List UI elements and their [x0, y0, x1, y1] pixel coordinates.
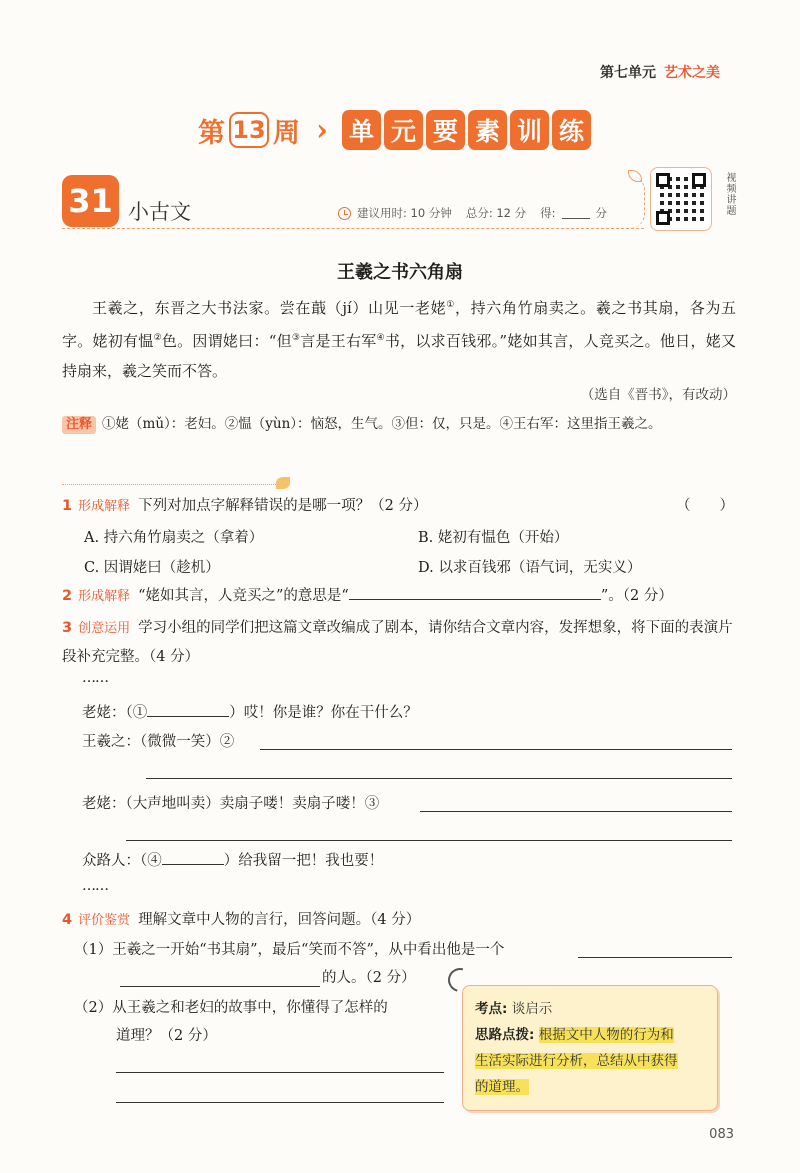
- passage-seg: 色。因谓姥曰：“但: [161, 332, 292, 350]
- hint-tip-text: 生活实际进行分析，总结从中获得: [475, 1053, 678, 1069]
- question-tag: 创意运用: [78, 621, 131, 636]
- passage-seg: ，持六角竹扇卖之。羲之书其扇，各为五字。姥初有愠: [62, 299, 736, 350]
- score-blank[interactable]: [562, 207, 590, 219]
- got-unit: 分: [595, 206, 608, 220]
- section-title-char: 要: [426, 110, 465, 150]
- question-text: 理解文章中人物的言行，回答问题。（4 分）: [138, 912, 421, 928]
- footnote-ref: ④: [376, 333, 385, 343]
- section-title-char: 单: [342, 110, 381, 150]
- script-text: ）给我留一把！我也要！: [223, 853, 384, 869]
- passage-source: （选自《晋书》，有改动）: [580, 387, 736, 403]
- week-prefix: 第: [198, 117, 225, 149]
- qr-code-icon[interactable]: [650, 167, 712, 231]
- answer-line[interactable]: [126, 840, 732, 841]
- question-number: 3: [62, 620, 73, 636]
- hint-point-value: 谈启示: [511, 1001, 553, 1017]
- divider-curve: [605, 176, 645, 228]
- notes: [62, 410, 736, 438]
- script-line-2: 王羲之：（微微一笑）②: [82, 734, 235, 750]
- chevron-right-icon: ›: [316, 112, 328, 148]
- page-number: 083: [709, 1127, 734, 1142]
- clock-icon: [338, 207, 351, 220]
- section-title: [342, 110, 591, 150]
- unit-label: 第七单元: [600, 65, 656, 81]
- hint-card: [462, 985, 718, 1111]
- sub-question-2-end: 道理？（2 分）: [116, 1028, 217, 1044]
- section-title-char: 元: [384, 110, 423, 150]
- qr-corner: [692, 173, 706, 187]
- notes-text: ①姥（mǔ）：老妇。②愠（yùn）：恼怒，生气。③但：仅，只是。④王右军：这里指王羲之。: [102, 416, 662, 432]
- answer-line[interactable]: [116, 1102, 444, 1103]
- script-text: 老姥：（①: [82, 705, 148, 721]
- qr-corner: [656, 173, 670, 187]
- question-4: [62, 910, 738, 931]
- question-text: “姥如其言，人竞买之”的意思是“: [138, 588, 349, 604]
- answer-blank[interactable]: [349, 585, 601, 600]
- footnote-ref: ①: [446, 300, 456, 310]
- lesson-info: [338, 205, 607, 221]
- option-c[interactable]: C. 因谓姥曰（趁机）: [84, 560, 220, 576]
- passage-text: [62, 290, 736, 386]
- answer-line[interactable]: [146, 778, 732, 779]
- option-a[interactable]: A. 持六角竹扇卖之（拿着）: [84, 530, 264, 546]
- qr-corner: [656, 211, 670, 225]
- score-label: 总分: 12 分: [465, 206, 527, 220]
- answer-paren[interactable]: （ ）: [676, 498, 734, 514]
- ellipsis: ……: [82, 878, 108, 894]
- hint-tip-line: [475, 1074, 705, 1100]
- hint-point-label: 考点:: [475, 1001, 508, 1017]
- divider: [62, 484, 276, 485]
- section-title-char: 练: [552, 110, 591, 150]
- leaf-icon: [276, 477, 290, 489]
- passage-seg: 言是王右军: [300, 332, 377, 350]
- answer-line[interactable]: [116, 1072, 444, 1073]
- answer-line[interactable]: [420, 811, 732, 812]
- question-text: 学习小组的同学们把这篇文章改编成了剧本，请你结合文章内容，发挥想象，将下面的表演片段补充完整。（4 分）: [62, 620, 733, 665]
- unit-tag: [600, 62, 720, 82]
- section-title-char: 素: [468, 110, 507, 150]
- option-d[interactable]: D. 以求百钱邪（语气词，无实义）: [418, 560, 642, 576]
- question-number: 2: [62, 588, 73, 604]
- footnote-ref: ②: [153, 333, 162, 343]
- week-suffix: 周: [273, 117, 300, 149]
- week-number: 13: [229, 112, 269, 148]
- answer-line[interactable]: [260, 749, 732, 750]
- sub-question-1-end: 的人。（2 分）: [322, 970, 416, 986]
- script-text: ）哎！你是谁？你在干什么？: [229, 705, 418, 721]
- passage-seg: 王羲之，东晋之大书法家。尝在蕺（jí）山见一老姥: [92, 299, 447, 317]
- answer-blank[interactable]: [147, 702, 229, 717]
- hint-tip-text: 的道理。: [475, 1079, 529, 1095]
- hint-tip: [475, 1022, 705, 1048]
- question-text: ”。（2 分）: [600, 588, 673, 604]
- qr-caption: 视频讲题: [724, 172, 735, 216]
- option-b[interactable]: B. 姥初有愠色（开始）: [418, 530, 569, 546]
- script-line-1: [82, 702, 482, 723]
- script-text: 众路人：（④: [82, 853, 162, 869]
- sub-question-1: （1）王羲之一开始“书其扇”，最后“笑而不答”，从中看出他是一个: [74, 942, 505, 958]
- hint-tip-label: 思路点拨:: [475, 1027, 535, 1043]
- question-tag: 形成解释: [78, 589, 131, 604]
- hint-point: [475, 996, 705, 1022]
- hint-tip-line: [475, 1048, 705, 1074]
- ellipsis: ……: [82, 670, 108, 686]
- question-3: [62, 614, 738, 671]
- section-title-char: 训: [510, 110, 549, 150]
- hint-tip-text: 根据文中人物的行为和: [538, 1027, 674, 1043]
- lesson-number: 31: [62, 175, 119, 227]
- script-line-4: [82, 850, 482, 871]
- question-2: [62, 585, 738, 607]
- question-tag: 形成解释: [78, 499, 131, 514]
- answer-line[interactable]: [120, 986, 320, 987]
- question-number: 4: [62, 912, 73, 928]
- time-label: 建议用时: 10 分钟: [357, 206, 452, 220]
- unit-theme: 艺术之美: [664, 65, 720, 81]
- got-label: 得:: [540, 206, 556, 220]
- answer-blank[interactable]: [162, 850, 224, 865]
- divider: [62, 228, 644, 229]
- lesson-name: 小古文: [128, 200, 191, 224]
- passage-seg: 书，以求百钱邪。”姥如其言，人竞买之。他日，姥又持扇来，羲之笑而不答。: [62, 332, 736, 380]
- answer-line[interactable]: [578, 957, 732, 958]
- question-tag: 评价鉴赏: [78, 913, 131, 928]
- question-1: [62, 496, 738, 517]
- question-number: 1: [62, 498, 73, 514]
- week-title: [198, 108, 591, 152]
- script-line-3: 老姥：（大声地叫卖）卖扇子喽！卖扇子喽！③: [82, 796, 380, 812]
- footnote-ref: ③: [291, 333, 301, 343]
- sub-question-2: （2）从王羲之和老妇的故事中，你懂得了怎样的: [74, 1000, 388, 1016]
- notes-tag: 注释: [62, 416, 96, 434]
- passage-title: 王羲之书六角扇: [337, 262, 463, 283]
- question-text: 下列对加点字解释错误的是哪一项？（2 分）: [138, 498, 428, 514]
